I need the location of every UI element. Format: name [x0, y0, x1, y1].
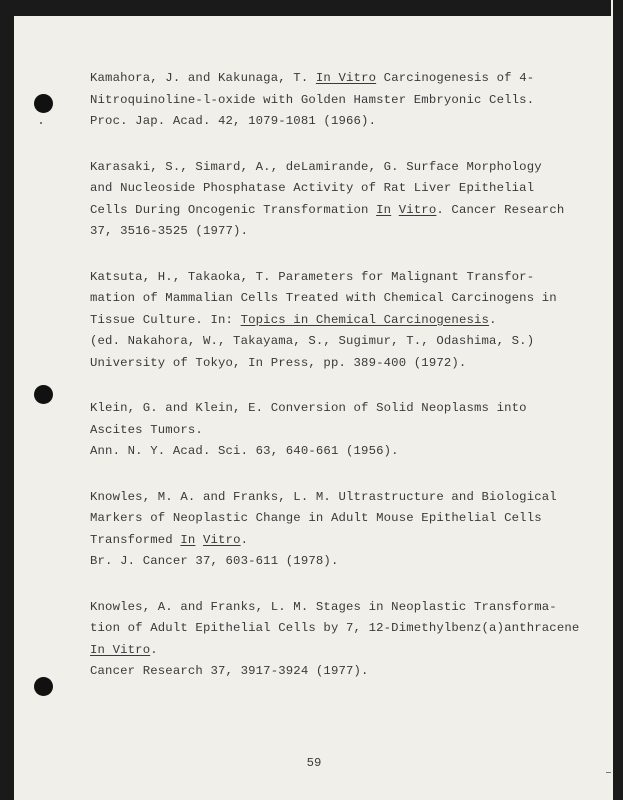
reference-line: [90, 267, 560, 289]
reference-line: [90, 331, 560, 353]
punch-hole: [34, 385, 53, 404]
punch-hole: [34, 94, 53, 113]
reference-text: and Nucleoside Phosphatase Activity of Rat Liver Epithelial: [90, 181, 535, 195]
reference-line: [90, 90, 560, 112]
underlined-text: In Vitro: [315, 71, 377, 85]
reference-line: [90, 157, 560, 179]
page-number: 59: [306, 756, 322, 770]
reference-line: [90, 420, 560, 442]
reference-line: [90, 398, 560, 420]
reference-text: Nitroquinoline-l-oxide with Golden Hamster Embryonic Cells.: [90, 92, 535, 107]
reference-entry: [90, 267, 560, 375]
underlined-text: Vitro: [398, 202, 437, 217]
reference-entry: [90, 597, 580, 683]
reference-text: .: [150, 642, 158, 657]
reference-text: .: [489, 312, 497, 327]
reference-text: Markers of Neoplastic Change in Adult Mouse Epithelial Cells: [90, 511, 542, 525]
reference-line: [90, 508, 560, 530]
reference-entry: [90, 157, 565, 243]
reference-text: Br. J. Cancer 37, 603-611 (1978).: [90, 554, 339, 568]
reference-text: [195, 533, 203, 547]
reference-entry: [90, 487, 560, 573]
punch-hole: [34, 677, 53, 696]
reference-text: Knowles, A. and Franks, L. M. Stages in Neoplastic Transforma-: [90, 599, 557, 614]
reference-text: mation of Mammalian Cells Treated with Chemical Carcinogens in: [90, 291, 557, 305]
reference-line: [90, 221, 560, 243]
underlined-text: Topics in Chemical Carcinogenesis: [240, 312, 490, 327]
reference-text: University of Tokyo, In Press, pp. 389-400 (1972).: [90, 355, 467, 370]
reference-text: 37, 3516-3525 (1977).: [90, 224, 249, 238]
corner-mark: [606, 772, 611, 776]
reference-line: [90, 441, 560, 463]
underlined-text: In: [376, 202, 392, 217]
reference-text: Kamahora, J. and Kakunaga, T.: [90, 71, 316, 85]
reference-text: [391, 203, 399, 217]
reference-text: Proc. Jap. Acad. 42, 1079-1081 (1966).: [90, 114, 377, 128]
reference-line: [90, 310, 560, 332]
underlined-text: In: [180, 532, 196, 547]
reference-line: [90, 487, 560, 509]
reference-line: [90, 661, 560, 683]
reference-line: [90, 68, 560, 90]
speck: [40, 122, 42, 124]
reference-entry: [90, 68, 560, 133]
reference-line: [90, 640, 560, 662]
reference-text: .: [240, 532, 249, 547]
reference-text: (ed. Nakahora, W., Takayama, S., Sugimur, T., Odashima, S.): [90, 334, 535, 348]
underlined-text: Vitro: [202, 532, 241, 547]
underlined-text: In Vitro: [90, 642, 151, 657]
reference-text: . Cancer Research: [436, 202, 565, 217]
reference-text: Karasaki, S., Simard, A., deLamirande, G. Surface Morphology: [90, 159, 542, 174]
reference-text: Cells During Oncogenic Transformation: [90, 202, 377, 217]
reference-text: Ann. N. Y. Acad. Sci. 63, 640-661 (1956).: [90, 444, 399, 458]
reference-line: [90, 200, 565, 222]
reference-entry: [90, 398, 560, 463]
reference-text: Carcinogenesis of 4-: [376, 71, 535, 85]
reference-line: [90, 551, 560, 573]
reference-text: Tissue Culture. In:: [90, 312, 241, 327]
reference-text: Klein, G. and Klein, E. Conversion of Solid Neoplasms into: [90, 401, 527, 415]
reference-text: Cancer Research 37, 3917-3924 (1977).: [90, 664, 369, 678]
reference-text: Ascites Tumors.: [90, 422, 203, 437]
reference-text: Katsuta, H., Takaoka, T. Parameters for Malignant Transfor-: [90, 269, 535, 284]
reference-text: Transformed: [90, 532, 181, 547]
reference-line: [90, 111, 560, 133]
reference-line: [90, 178, 560, 200]
reference-line: [90, 618, 580, 640]
page-edge: [611, 0, 613, 16]
reference-line: [90, 530, 560, 552]
document-page: [14, 16, 613, 800]
reference-line: [90, 597, 560, 619]
reference-text: tion of Adult Epithelial Cells by 7, 12-Dimethylbenz(a)anthracene: [90, 621, 580, 635]
reference-line: [90, 288, 560, 310]
reference-line: [90, 353, 560, 375]
reference-text: Knowles, M. A. and Franks, L. M. Ultrastructure and Biological: [90, 489, 557, 504]
reference-list: [90, 68, 580, 707]
